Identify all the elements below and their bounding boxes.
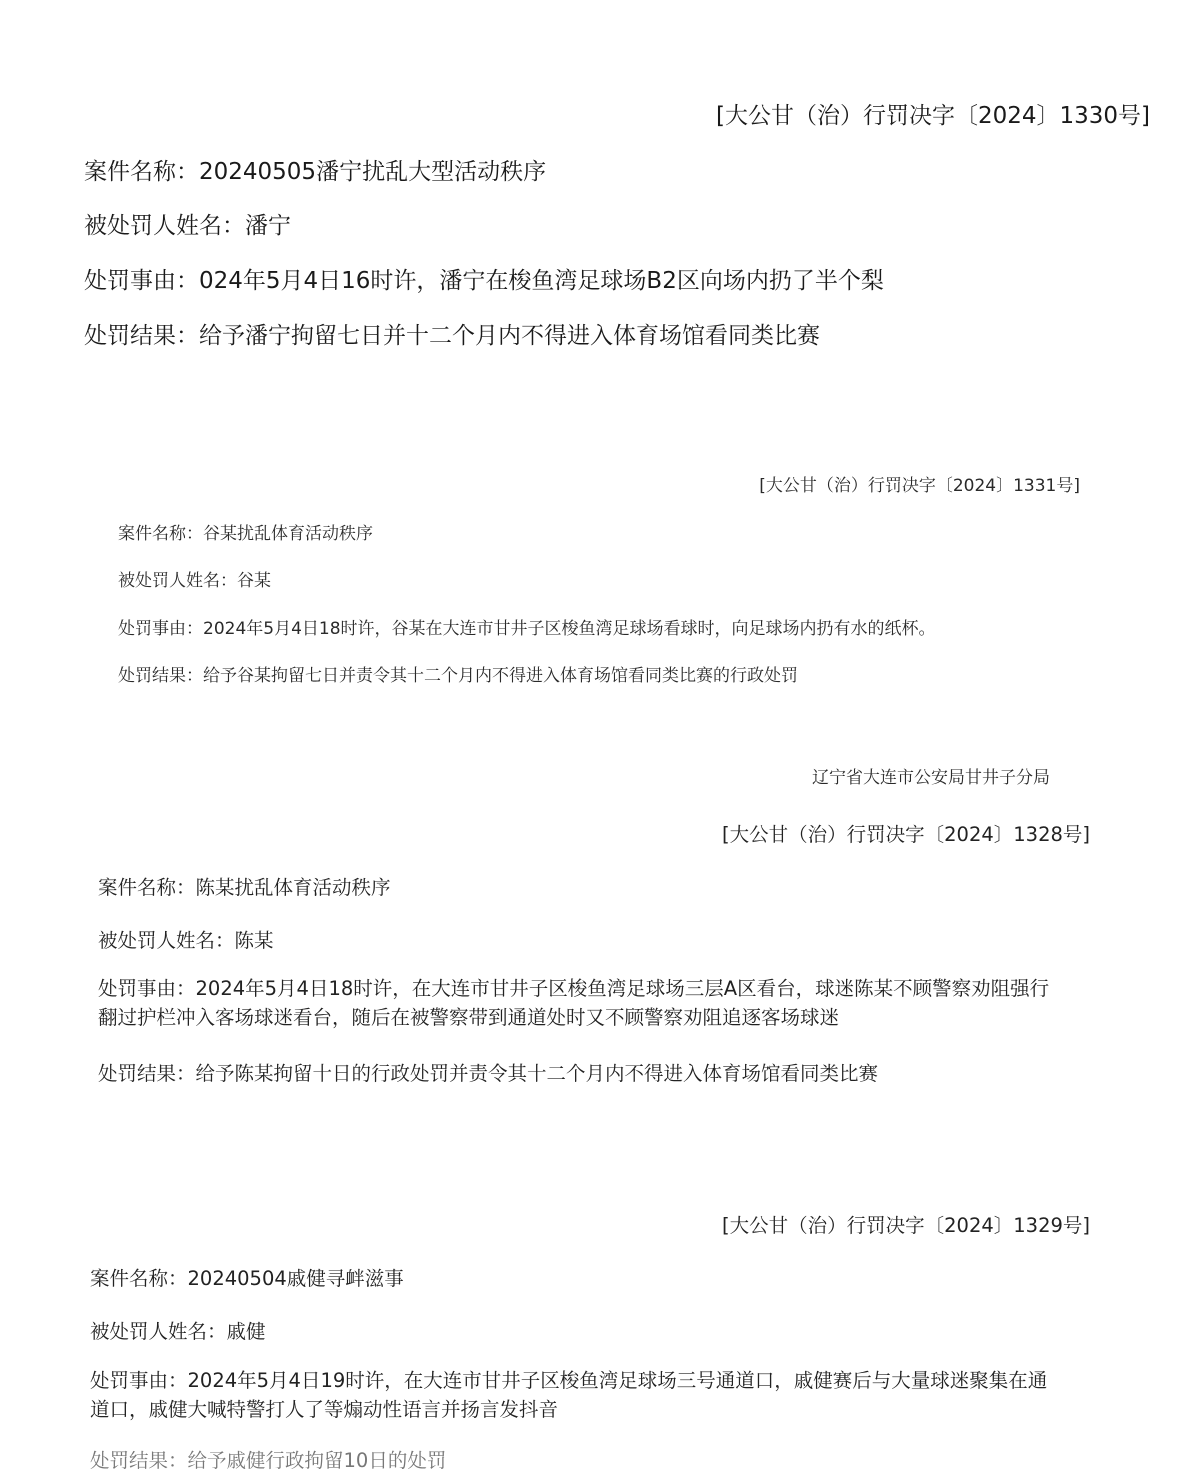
case-name: 案件名称：20240504戚健寻衅滋事 <box>90 1267 404 1290</box>
issuing-authority: 辽宁省大连市公安局甘井子分局 <box>812 768 1050 788</box>
punishment-result: 处罚结果：给予谷某拘留七日并责令其十二个月内不得进入体育场馆看同类比赛的行政处罚 <box>118 666 798 686</box>
punished-person: 被处罚人姓名：陈某 <box>98 929 274 952</box>
document-number: [大公甘（治）行罚决字〔2024〕1330号] <box>715 103 1150 129</box>
punishment-result: 处罚结果：给予潘宁拘留七日并十二个月内不得进入体育场馆看同类比赛 <box>84 323 820 349</box>
punishment-reason: 处罚事由：024年5月4日16时许，潘宁在梭鱼湾足球场B2区向场内扔了半个梨 <box>84 268 884 294</box>
document-number: [大公甘（治）行罚决字〔2024〕1331号] <box>759 476 1080 496</box>
punishment-result: 处罚结果：给予陈某拘留十日的行政处罚并责令其十二个月内不得进入体育场馆看同类比赛 <box>98 1062 879 1085</box>
punished-person: 被处罚人姓名：潘宁 <box>84 213 291 239</box>
punished-person: 被处罚人姓名：戚健 <box>90 1320 266 1343</box>
case-name: 案件名称：20240505潘宁扰乱大型活动秩序 <box>84 159 547 185</box>
punishment-reason: 处罚事由：2024年5月4日19时许，在大连市甘井子区梭鱼湾足球场三号通道口，戚健赛后与大量球迷聚集在通道口，戚健大喊特警打人了等煽动性语言并扬言发抖音 <box>90 1369 1048 1421</box>
case-name: 案件名称：陈某扰乱体育活动秩序 <box>98 876 391 899</box>
punishment-reason: 处罚事由：2024年5月4日18时许，在大连市甘井子区梭鱼湾足球场三层A区看台，球迷陈某不顾警察劝阻强行翻过护栏冲入客场球迷看台，随后在被警察带到通道处时又不顾警察劝阻追逐客场球迷 <box>98 977 1050 1029</box>
punishment-reason: 处罚事由：2024年5月4日18时许，谷某在大连市甘井子区梭鱼湾足球场看球时，向足球场内扔有水的纸杯。 <box>118 619 936 639</box>
document-number: [大公甘（治）行罚决字〔2024〕1328号] <box>722 823 1090 846</box>
case-name: 案件名称：谷某扰乱体育活动秩序 <box>118 524 373 544</box>
document-number: [大公甘（治）行罚决字〔2024〕1329号] <box>722 1214 1090 1237</box>
punishment-result: 处罚结果：给予戚健行政拘留10日的处罚 <box>90 1449 447 1472</box>
punished-person: 被处罚人姓名：谷某 <box>118 571 271 591</box>
